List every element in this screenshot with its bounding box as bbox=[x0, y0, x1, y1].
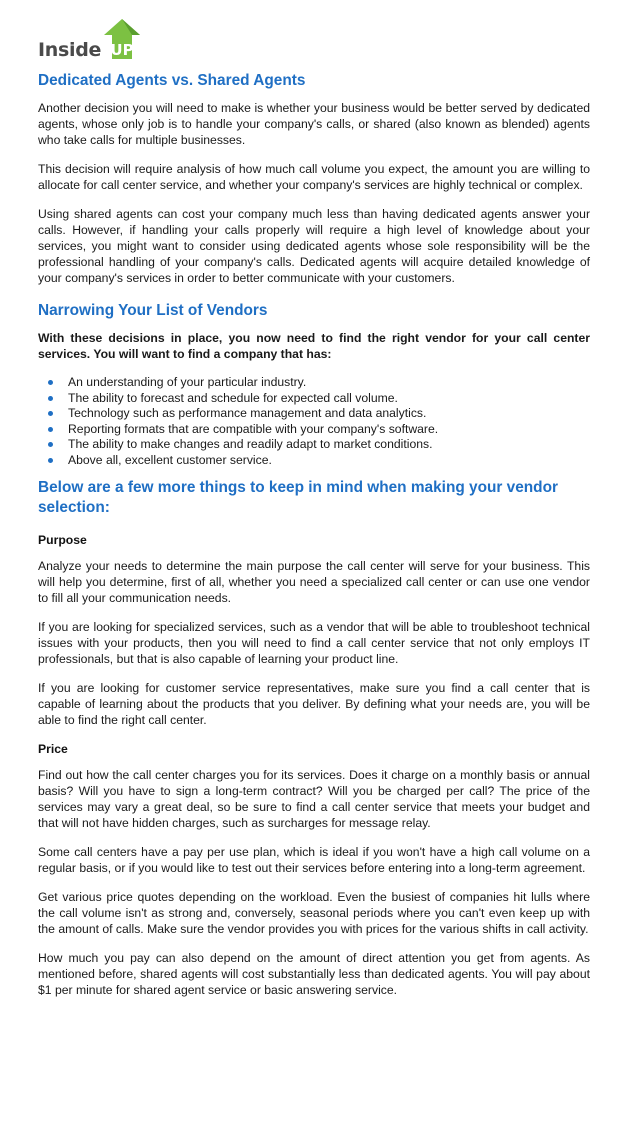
logo-up-text: UP bbox=[110, 41, 134, 59]
list-item bbox=[48, 422, 590, 438]
bullet-icon bbox=[48, 411, 53, 416]
list-item-text: Reporting formats that are compatible with your company's software. bbox=[68, 421, 439, 436]
insideup-logo[interactable] bbox=[38, 18, 590, 62]
bullet-icon bbox=[48, 427, 53, 432]
paragraph: If you are looking for specialized services, such as a vendor that will be able to troubleshoot technical issues with your products, then you will need to find a call center service that not only employs IT professionals, but that is also capable of learning your product line. bbox=[38, 620, 590, 666]
list-item-text: The ability to forecast and schedule for expected call volume. bbox=[68, 390, 398, 405]
paragraph: Another decision you will need to make is whether your business would be better served by dedicated agents, whose only job is to handle your company's calls, or shared (also known as blended) agents who take calls for multiple businesses. bbox=[38, 101, 590, 147]
paragraph: Get various price quotes depending on the workload. Even the busiest of companies hit lulls where the call volume isn't as strong and, conversely, seasonal periods where you can't even keep up with the amount of calls. Make sure the vendor provides you with prices for the various shifts in call activity. bbox=[38, 890, 590, 936]
paragraph: Find out how the call center charges you for its services. Does it charge on a monthly basis or annual basis? Will you have to sign a long-term contract? Will you be charged per call? The price of the services may vary a great deal, so be sure to find a call center service that meets your budget and that will not have hidden charges, such as surcharges for message relay. bbox=[38, 768, 590, 830]
logo-wordmark: Inside bbox=[38, 39, 102, 61]
list-item-text: Technology such as performance management and data analytics. bbox=[68, 406, 427, 420]
logo-up-arrow-icon bbox=[102, 18, 142, 62]
document-page bbox=[38, 18, 590, 1011]
list-item-text: Above all, excellent customer service. bbox=[68, 452, 272, 467]
paragraph: Using shared agents can cost your company much less than having dedicated agents answer your calls. However, if handling your calls properly will require a high level of knowledge about your services, you might want to consider using dedicated agents whose sole responsibility will be the professional handling of your company's calls. Dedicated agents will acquire detailed knowledge of your company's services in order to better communicate with your customers. bbox=[38, 207, 590, 285]
vendor-criteria-list bbox=[38, 375, 590, 468]
list-item-text: The ability to make changes and readily adapt to market conditions. bbox=[68, 437, 433, 451]
heading-purpose: Purpose bbox=[38, 533, 87, 547]
heading-more-things: Below are a few more things to keep in mind when making your vendor selection: bbox=[38, 479, 558, 516]
bullet-icon bbox=[48, 380, 53, 385]
list-item bbox=[48, 453, 590, 469]
paragraph: How much you pay can also depend on the amount of direct attention you get from agents. As mentioned before, shared agents will cost substantially less than dedicated agents. You will pay about $1 per minute for shared agent service or basic answering service. bbox=[38, 951, 590, 997]
list-item bbox=[48, 406, 590, 422]
heading-price: Price bbox=[38, 742, 68, 756]
list-item bbox=[48, 437, 590, 453]
heading-dedicated-vs-shared: Dedicated Agents vs. Shared Agents bbox=[38, 72, 306, 89]
paragraph: If you are looking for customer service representatives, make sure you find a call center that is capable of learning about the products that you deliver. By defining what your needs are, you will be able to find the right call center. bbox=[38, 681, 590, 727]
bullet-icon bbox=[48, 458, 53, 463]
lead-paragraph: With these decisions in place, you now need to find the right vendor for your call center services. You will want to find a company that has: bbox=[38, 331, 590, 361]
list-item bbox=[48, 391, 590, 407]
paragraph: Some call centers have a pay per use plan, which is ideal if you won't have a high call volume on a regular basis, or if you would like to test out their services before entering into a long-term agreement. bbox=[38, 845, 590, 875]
paragraph: This decision will require analysis of how much call volume you expect, the amount you are willing to allocate for call center service, and whether your company's services are highly technical or complex. bbox=[38, 162, 590, 192]
list-item bbox=[48, 375, 590, 391]
list-item-text: An understanding of your particular industry. bbox=[68, 375, 307, 389]
paragraph: Analyze your needs to determine the main purpose the call center will serve for your business. This will help you determine, first of all, whether you need a specialized call center or can use one vendor to fill all your communication needs. bbox=[38, 559, 590, 605]
heading-narrowing-vendors: Narrowing Your List of Vendors bbox=[38, 302, 268, 319]
bullet-icon bbox=[48, 396, 53, 401]
bullet-icon bbox=[48, 442, 53, 447]
